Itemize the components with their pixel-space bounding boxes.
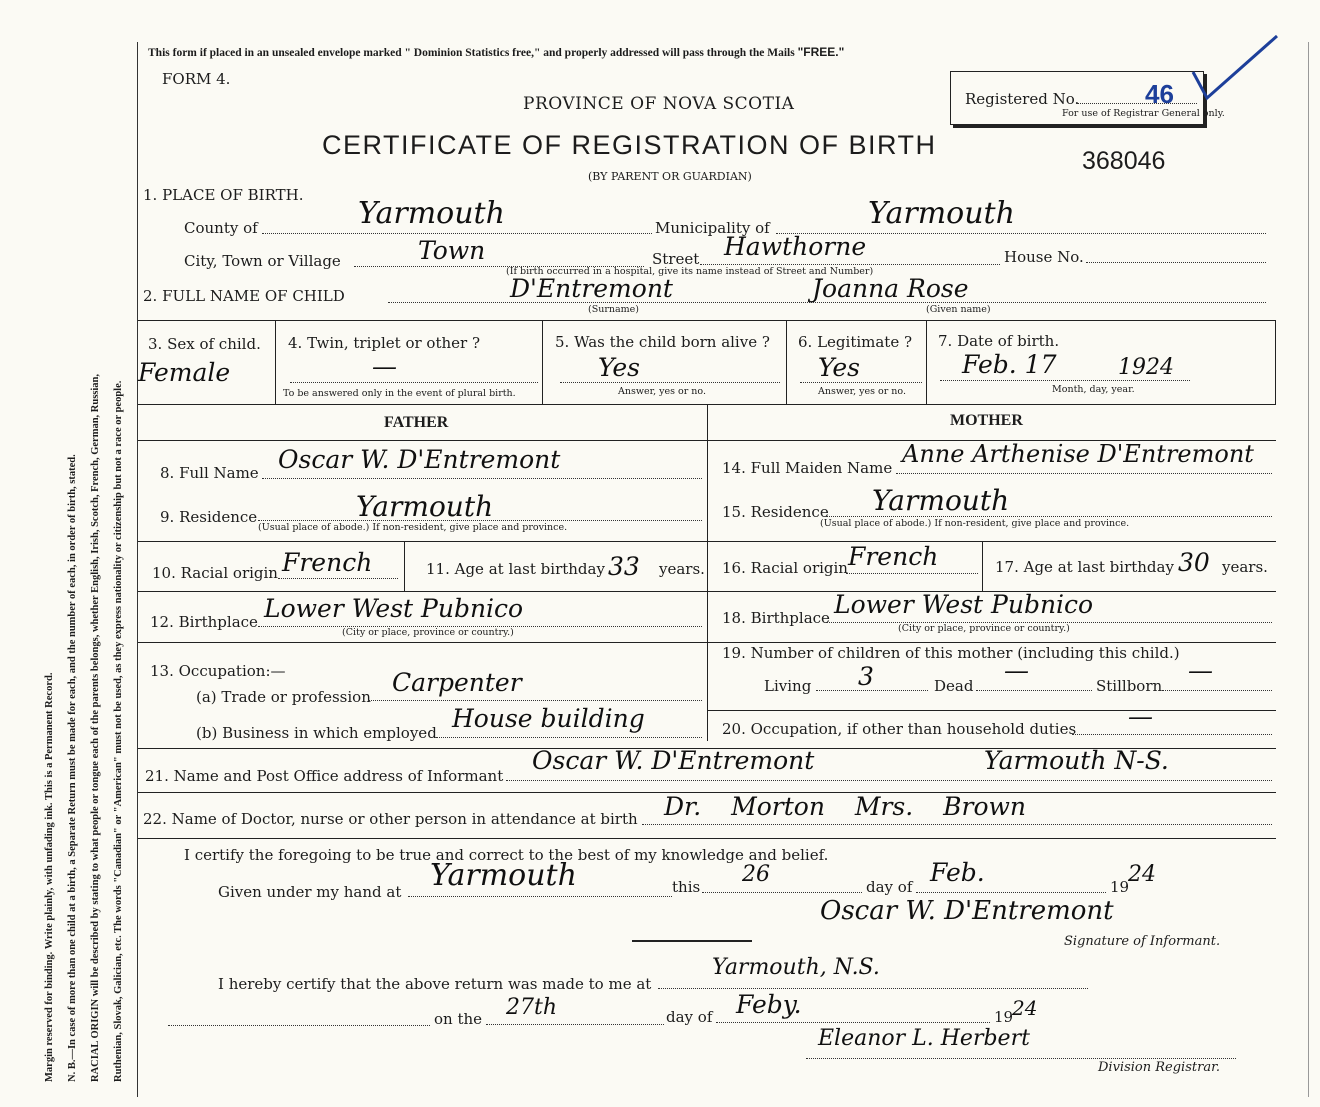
stillborn-label: Stillborn — [1096, 677, 1163, 695]
registered-box — [950, 71, 1225, 125]
margin-note-racial-origin-1: RACIAL ORIGIN will be described by stating to what people or tongue each of the parents belongs, whether English, Irish, Scotch, French, German, Russian, — [90, 373, 101, 1082]
sex-label: 3. Sex of child. — [148, 335, 261, 353]
given-under-label: Given under my hand at — [218, 883, 402, 901]
mother-occupation-value: — — [1128, 702, 1153, 731]
day-of-label: day of — [866, 878, 913, 896]
father-birthplace-value: Lower West Pubnico — [264, 594, 524, 623]
legitimate-label: 6. Legitimate ? — [798, 333, 913, 351]
date-of-birth-year: 1924 — [1118, 355, 1174, 380]
mother-children-label: 19. Number of children of this mother (including this child.) — [722, 644, 1180, 662]
stillborn-value: — — [1188, 656, 1213, 685]
city-value: Town — [418, 236, 486, 265]
registrar-year-prefix: 19 — [994, 1008, 1014, 1026]
born-alive-note: Answer, yes or no. — [618, 386, 707, 397]
registrar-place: Yarmouth, N.S. — [712, 955, 880, 980]
certify-month: Feb. — [930, 858, 985, 887]
full-name-label: 2. FULL NAME OF CHILD — [143, 287, 345, 305]
father-residence-label: 9. Residence — [160, 508, 258, 526]
born-alive-value: Yes — [598, 353, 640, 382]
serial-number: 368046 — [1082, 147, 1166, 175]
mother-heading: MOTHER — [950, 412, 1023, 429]
father-business-value: House building — [452, 704, 645, 733]
certify-place: Yarmouth — [430, 858, 577, 893]
attendant-value: Dr. Morton Mrs. Brown — [664, 792, 1027, 821]
certificate-subtitle: (BY PARENT OR GUARDIAN) — [588, 170, 752, 183]
mother-name-value: Anne Arthenise D'Entremont — [902, 440, 1254, 468]
registrar-signature: Eleanor L. Herbert — [818, 1026, 1030, 1051]
mother-age-value: 30 — [1178, 548, 1210, 577]
informant-name: Oscar W. D'Entremont — [532, 746, 815, 775]
certify-day: 26 — [742, 862, 770, 887]
mother-residence-note: (Usual place of abode.) If non-resident, give place and province. — [820, 518, 1130, 529]
house-number-label: House No. — [1004, 248, 1084, 266]
registrar-month: Feby. — [736, 990, 802, 1019]
father-business-label: (b) Business in which employed — [196, 724, 437, 742]
certify-statement: I certify the foregoing to be true and correct to the best of my knowledge and belief. — [184, 846, 829, 864]
registrar-day-of-label: day of — [666, 1008, 713, 1026]
certificate-title: CERTIFICATE OF REGISTRATION OF BIRTH — [322, 130, 937, 160]
municipality-value: Yarmouth — [868, 196, 1015, 231]
certify-year-prefix: 19 — [1110, 878, 1130, 896]
informant-label: 21. Name and Post Office address of Informant — [145, 767, 504, 785]
mother-occupation-label: 20. Occupation, if other than household duties — [722, 720, 1077, 738]
father-age-label: 11. Age at last birthday — [426, 560, 605, 578]
mother-age-label: 17. Age at last birthday — [995, 558, 1174, 576]
mail-note: This form if placed in an unsealed envelope marked " Dominion Statistics free," and properly addressed will pass through the Mails "FREE." — [148, 45, 845, 59]
municipality-label: Municipality of — [655, 219, 770, 237]
surname-caption: (Surname) — [588, 304, 639, 315]
twin-value: — — [372, 352, 397, 381]
mother-racial-label: 16. Racial origin — [722, 559, 848, 577]
street-label: Street — [652, 250, 700, 268]
registered-note: For use of Registrar General only. — [1062, 108, 1225, 119]
twin-note: To be answered only in the event of plural birth. — [283, 388, 516, 399]
mother-residence-label: 15. Residence — [722, 503, 829, 521]
mother-residence-value: Yarmouth — [872, 484, 1010, 517]
margin-note-racial-origin-2: Ruthenian, Slovak, Galician, etc. The words "Canadian" or "American" must not be used, as they express nationality or citizenship but not a race or people. — [113, 380, 124, 1082]
province-heading: PROVINCE OF NOVA SCOTIA — [523, 94, 795, 114]
dead-label: Dead — [934, 677, 974, 695]
father-name-label: 8. Full Name — [160, 464, 259, 482]
born-alive-label: 5. Was the child born alive ? — [555, 333, 770, 351]
father-heading: FATHER — [384, 414, 449, 431]
father-trade-value: Carpenter — [392, 668, 522, 697]
registrar-statement: I hereby certify that the above return was made to me at — [218, 975, 652, 993]
registered-label: Registered No. — [965, 90, 1080, 108]
mother-racial-value: French — [848, 542, 939, 571]
mother-birthplace-note: (City or place, province or country.) — [898, 623, 1070, 634]
dead-value: — — [1004, 656, 1029, 685]
hospital-note: (If birth occurred in a hospital, give its name instead of Street and Number) — [506, 266, 874, 277]
date-of-birth-label: 7. Date of birth. — [938, 332, 1060, 350]
registrar-year-suffix: 24 — [1012, 996, 1038, 1020]
informant-signature: Oscar W. D'Entremont — [820, 896, 1114, 926]
mother-name-label: 14. Full Maiden Name — [722, 459, 893, 477]
child-surname: D'Entremont — [510, 274, 673, 303]
legitimate-note: Answer, yes or no. — [818, 386, 907, 397]
margin-note-plural-births: N. B.—In case of more than one child at a birth, a Separate Return must be made for each, and the number of each, in order of birth, stated. — [67, 454, 78, 1082]
father-racial-value: French — [282, 548, 373, 577]
mother-birthplace-value: Lower West Pubnico — [834, 590, 1094, 619]
registrar-day: 27th — [506, 995, 558, 1020]
registrar-caption: Division Registrar. — [1098, 1060, 1220, 1075]
date-of-birth-month-day: Feb. 17 — [962, 350, 1057, 379]
signature-caption: Signature of Informant. — [1064, 934, 1221, 949]
given-name-caption: (Given name) — [926, 304, 991, 315]
margin-note-binding: Margin reserved for binding. Write plainly, with unfading ink. This is a Permanent Record. — [44, 672, 55, 1082]
father-occupation-label: 13. Occupation:— — [150, 662, 286, 680]
right-edge — [1308, 42, 1309, 1097]
this-label: this — [672, 878, 701, 896]
father-racial-label: 10. Racial origin — [152, 564, 278, 582]
checkmark-icon — [1185, 30, 1285, 110]
registered-value: 46 — [1145, 79, 1174, 109]
city-label: City, Town or Village — [184, 252, 341, 270]
date-of-birth-note: Month, day, year. — [1052, 384, 1135, 395]
father-age-value: 33 — [608, 552, 640, 581]
county-label: County of — [184, 219, 258, 237]
left-border — [137, 42, 138, 1097]
father-birthplace-note: (City or place, province or country.) — [342, 627, 514, 638]
form-number: FORM 4. — [162, 70, 231, 88]
living-value: 3 — [858, 662, 874, 691]
certify-year-suffix: 24 — [1128, 862, 1156, 887]
father-residence-note: (Usual place of abode.) If non-resident, give place and province. — [258, 522, 568, 533]
father-birthplace-label: 12. Birthplace — [150, 613, 258, 631]
mother-years-label: years. — [1222, 558, 1268, 576]
on-the-label: on the — [434, 1010, 483, 1028]
county-value: Yarmouth — [358, 196, 505, 231]
father-residence-value: Yarmouth — [356, 490, 494, 523]
sex-value: Female — [138, 358, 231, 387]
informant-address: Yarmouth N-S. — [984, 746, 1169, 775]
place-of-birth-label: 1. PLACE OF BIRTH. — [143, 186, 304, 204]
twin-label: 4. Twin, triplet or other ? — [288, 334, 480, 352]
mother-birthplace-label: 18. Birthplace — [722, 609, 830, 627]
street-value: Hawthorne — [724, 232, 867, 261]
attendant-label: 22. Name of Doctor, nurse or other person in attendance at birth — [143, 810, 638, 828]
father-name-value: Oscar W. D'Entremont — [278, 445, 561, 474]
father-years-label: years. — [659, 560, 705, 578]
child-given-name: Joanna Rose — [812, 274, 969, 303]
father-trade-label: (a) Trade or profession — [196, 688, 371, 706]
living-label: Living — [764, 677, 812, 695]
legitimate-value: Yes — [818, 353, 860, 382]
